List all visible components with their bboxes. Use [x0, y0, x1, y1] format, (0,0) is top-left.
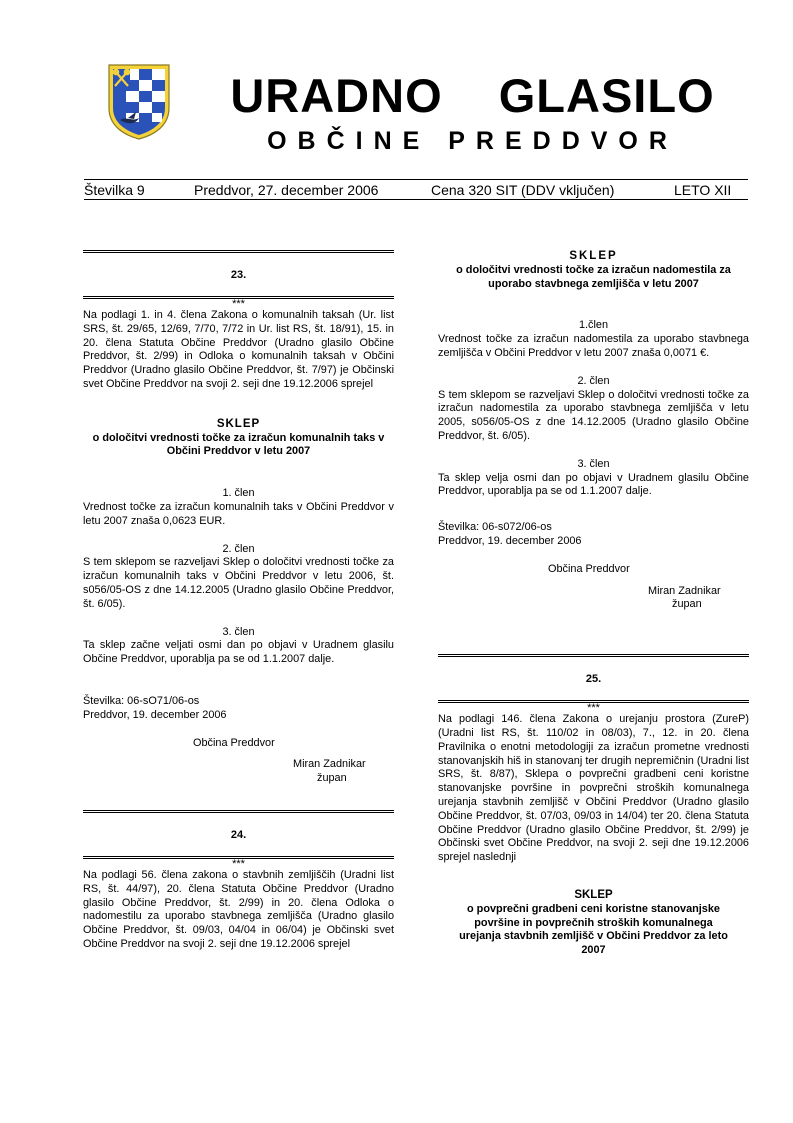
article-title: 1. člen — [222, 487, 255, 500]
issue-info-bar — [84, 181, 748, 199]
signer-role: župan — [672, 598, 702, 611]
section-stars: *** — [232, 857, 245, 870]
section-number: 23. — [230, 269, 247, 281]
article-text: Ta sklep začne veljati osmi dan po objavi v Uradnem glasilu Občine Preddvor, uporablja pa se od 1.1.2007 dalje. — [83, 639, 394, 666]
issue-place-date: Preddvor, 27. december 2006 — [194, 182, 379, 198]
decision-subheading: o določitvi vrednosti točke za izračun nadomestila za uporabo stavbnega zemljišča v letu 2007 — [456, 263, 731, 290]
issue-year: LETO XII — [674, 182, 732, 198]
article-title: 3. člen — [222, 625, 255, 638]
header-bottom-rule — [84, 199, 748, 200]
decision-subheading: o povprečni gradbeni ceni koristne stanovanjske površine in povprečnih stroških komunalnega urejanja stavbnih zemljišč v Občini Preddvor za leto 2007 — [459, 902, 728, 957]
preamble-text: Na podlagi 146. člena Zakona o urejanju prostora (ZureP) (Uradni list RS, št. 110/02 in 08/03), 7., 12. in 20. člena Pravilnika o enotni metodologiji za izračun prometne vrednosti stanovanjskih hiš in stanovanj ter drugih nepremičnin (Uradni list SRS, št. 8/87), Sklepa o povprečni gradbeni ceni koristne stanovanjske površine in povprečni stroških komunalnega urejanja stavbnih zemljišč v Občini Preddvor (Uradno glasilo Občine Preddvor, št. 07/03, 09/03 in 14/04) ter 20. člena Statuta Občine Preddvor (Uradno glasilo Občine Preddvor, št. 2/99) je Občinski svet Občine Preddvor, na svoji 2. seji dne 19.12.2006 sprejel naslednji — [438, 713, 749, 864]
signer-name: Miran Zadnikar — [648, 584, 721, 597]
article-title: 2. člen — [222, 542, 255, 555]
issue-price: Cena 320 SIT (DDV vključen) — [431, 182, 615, 198]
gazette-subtitle: OBČINE PREDDVOR — [267, 127, 678, 155]
left-column — [83, 250, 394, 952]
document-reference: Številka: 06-sO71/06-os — [83, 694, 200, 707]
article-text: S tem sklepom se razveljavi Sklep o določitvi vrednosti točke za izračun nadomestila za uporabo stavbnega zemljišča v letu 2005, s056/05-OS z dne 14.12.2005 (Uradno glasilo Občine Preddvor, št. 6/05). — [438, 388, 749, 442]
issuing-authority: Občina Preddvor — [548, 562, 630, 575]
right-column — [438, 250, 749, 958]
decision-heading: SKLEP — [574, 888, 613, 901]
signer-role: župan — [317, 772, 347, 785]
section-stars: *** — [232, 298, 245, 310]
article-text: Vrednost točke za izračun komunalnih taks v Občini Preddvor v letu 2007 znaša 0,0623 EUR. — [83, 500, 394, 527]
article-title: 1.člen — [578, 319, 609, 332]
document-date: Preddvor, 19. december 2006 — [83, 708, 227, 721]
preamble-text: Na podlagi 56. člena zakona o stavbnih zemljiščih (Uradni list RS, št. 44/97), 20. člena Statuta Občine Preddvor (Uradno glasilo Občine Preddvor, št. 2/99) in 20. člena Odloka o nadomestilu za uporabo stavbnega zemljišča (Uradno glasilo Občine Preddvor, št. 09/03, 04/04 in 06/04) je Občinski svet Občine Preddvor na svoji 2. seji dne 19.12.2006 sprejel — [83, 868, 394, 950]
article-text: Ta sklep velja osmi dan po objavi v Uradnem glasilu Občine Preddvor, uporablja pa se od 1.1.2007 dalje. — [438, 471, 749, 498]
issuing-authority: Občina Preddvor — [193, 736, 275, 749]
document-date: Preddvor, 19. december 2006 — [438, 534, 582, 547]
gazette-title: URADNO GLASILO — [230, 69, 715, 122]
document-reference: Številka: 06-s072/06-os — [438, 521, 552, 534]
signer-name: Miran Zadnikar — [293, 758, 366, 771]
municipality-crest-icon — [106, 62, 172, 140]
decision-subheading: o določitvi vrednosti točke za izračun komunalnih taks v Občini Preddvor v letu 2007 — [92, 431, 385, 458]
article-title: 2. člen — [577, 374, 610, 387]
decision-heading: SKLEP — [216, 417, 261, 430]
article-title: 3. člen — [577, 457, 610, 470]
section-number: 25. — [585, 673, 602, 686]
section-number: 24. — [230, 828, 247, 841]
header-top-rule — [84, 179, 748, 180]
article-text: S tem sklepom se razveljavi Sklep o določitvi vrednosti točke za izračun komunalnih taks v Občini Preddvor v letu 2006, št. s056/05-OS z dne 14.12.2005 (Uradno glasilo Občine Preddvor, št. 6/05). — [83, 556, 394, 610]
preamble-text: Na podlagi 1. in 4. člena Zakona o komunalnih taksah (Ur. list SRS, št. 29/65, 12/69, 7/70, 7/72 in Ur. list RS, št. 18/91), 15. in 20. člena Statuta Občine Preddvor (Uradno glasilo Občine Preddvor, št. 2/99) in Odloka o komunalnih taksah v Občini Preddvor (Uradno glasilo Občine Preddvor, št. 7/97) je Občinski svet Občine Preddvor na svoji 2. seji dne 19.12.2006 sprejel — [83, 309, 394, 390]
issue-number: Številka 9 — [84, 182, 145, 198]
decision-heading: SKLEP — [569, 250, 618, 262]
article-text: Vrednost točke za izračun nadomestila za uporabo stavbnega zemljišča v Občini Preddvor v letu 2007 znaša 0,0071 €. — [438, 333, 749, 359]
section-stars: *** — [587, 702, 600, 715]
